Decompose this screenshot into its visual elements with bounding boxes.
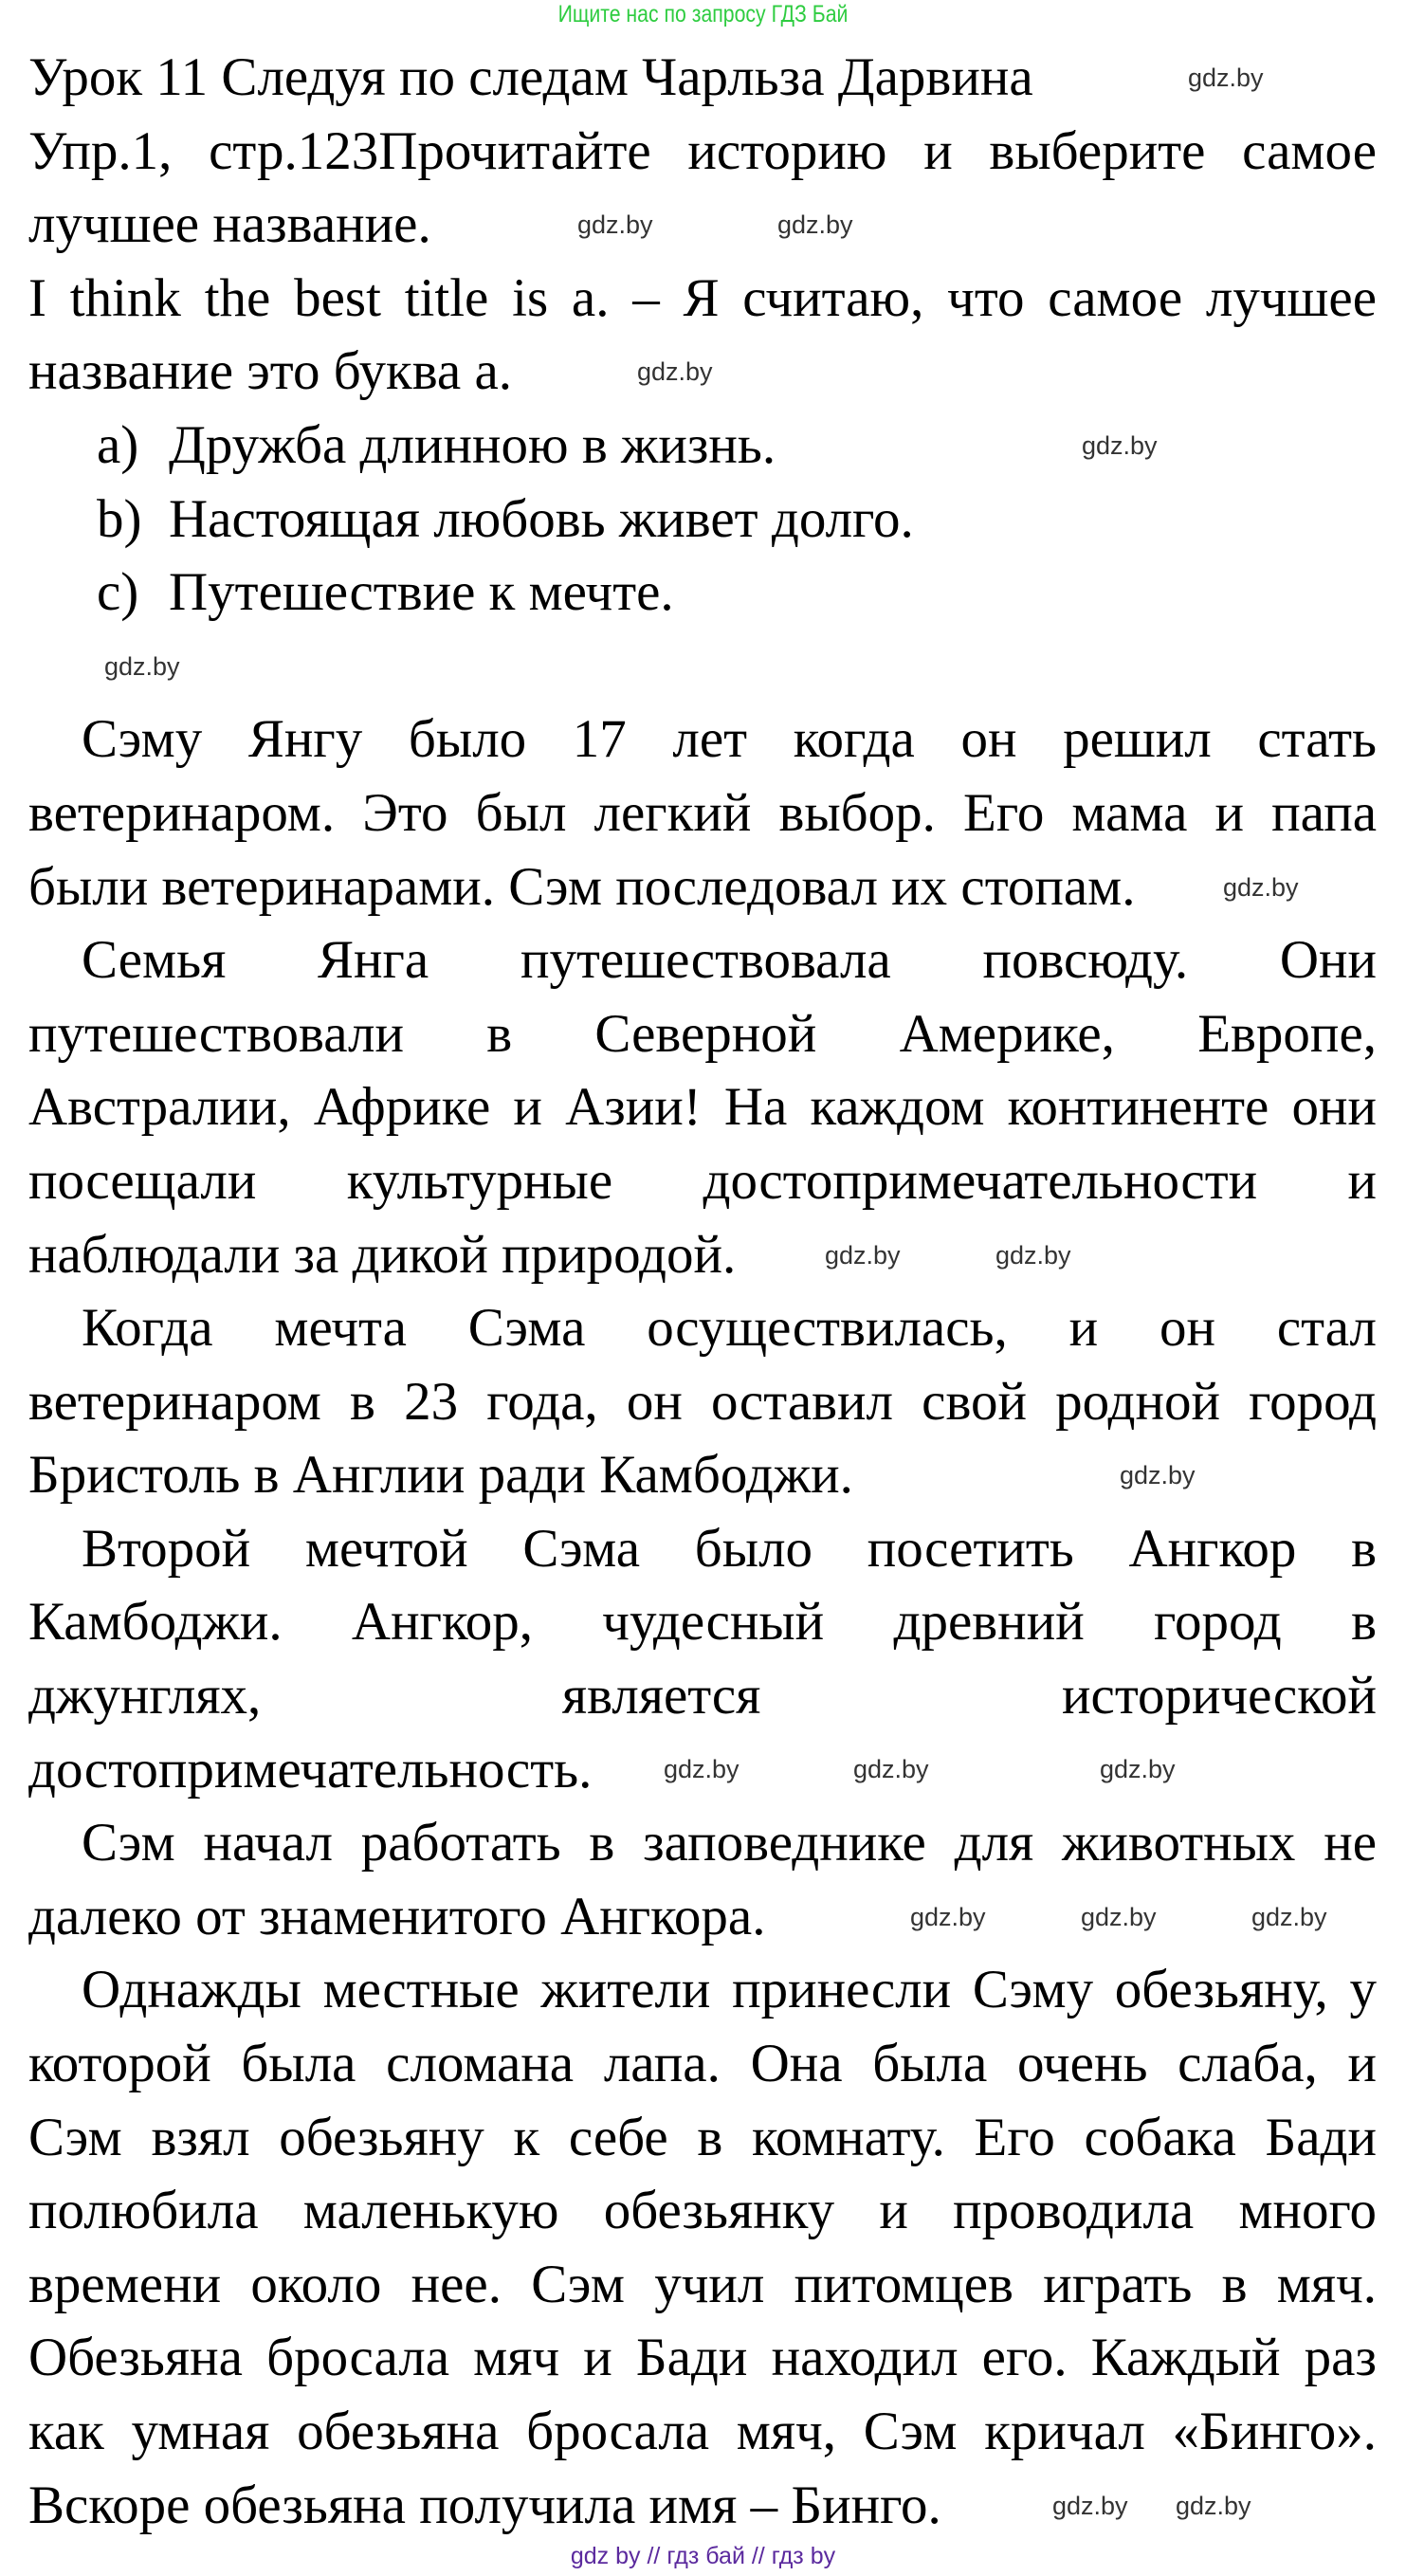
task-line: Упр.1, стр.123Прочитайте историю и выберите самое bbox=[28, 120, 1377, 181]
watermark: gdz.by bbox=[1052, 2492, 1128, 2520]
watermark: gdz.by bbox=[1100, 1755, 1176, 1783]
option-text: Путешествие к мечте. bbox=[169, 562, 674, 623]
paragraph-line: Когда мечта Сэма осуществилась, и он стал bbox=[82, 1298, 1377, 1359]
watermark: gdz.by bbox=[577, 210, 653, 239]
paragraph-line: которой была сломана лапа. Она была очень слаба, и bbox=[28, 2034, 1377, 2094]
paragraph-line: Камбоджи. Ангкор, чудесный древний город в bbox=[28, 1592, 1377, 1653]
option-text: Дружба длинною в жизнь. bbox=[169, 414, 776, 475]
top-banner-link[interactable]: Ищите нас по запросу ГДЗ Бай bbox=[557, 1, 849, 27]
paragraph-line: Австралии, Африке и Азии! На каждом континенте они bbox=[28, 1077, 1377, 1138]
watermark: gdz.by bbox=[1188, 64, 1264, 92]
paragraph-line: джунглях, является исторической bbox=[28, 1666, 1377, 1726]
footer-links[interactable]: gdz by // гдз бай // гдз by bbox=[570, 2543, 836, 2569]
paragraph-line: Бристоль в Англии ради Камбоджи. bbox=[28, 1445, 853, 1506]
watermark: gdz.by bbox=[1251, 1903, 1327, 1931]
watermark: gdz.by bbox=[1223, 873, 1299, 902]
watermark: gdz.by bbox=[1082, 431, 1158, 460]
paragraph-line: Второй мечтой Сэма было посетить Ангкор в bbox=[82, 1518, 1377, 1579]
paragraph-line: путешествовали в Северной Америке, Европе, bbox=[28, 1003, 1377, 1064]
task-line: лучшее название. bbox=[28, 194, 431, 255]
watermark: gdz.by bbox=[853, 1755, 929, 1783]
watermark: gdz.by bbox=[1176, 2492, 1251, 2520]
lesson-title: Урок 11 Следуя по следам Чарльза Дарвина bbox=[28, 47, 1033, 107]
answer-line: I think the best title is a. – Я считаю, что самое лучшее bbox=[28, 267, 1377, 328]
paragraph-line: времени около нее. Сэм учил питомцев играть в мяч. bbox=[28, 2254, 1377, 2314]
paragraph-line: наблюдали за дикой природой. bbox=[28, 1224, 737, 1285]
watermark: gdz.by bbox=[637, 357, 713, 386]
option-marker: c) bbox=[97, 562, 139, 623]
paragraph-line: Сэму Янгу было 17 лет когда он решил стать bbox=[82, 709, 1377, 770]
paragraph-line: ветеринаром в 23 года, он оставил свой родной город bbox=[28, 1371, 1377, 1432]
paragraph-line: Сэм взял обезьяну к себе в комнату. Его собака Бади bbox=[28, 2107, 1377, 2167]
watermark: gdz.by bbox=[995, 1241, 1071, 1270]
paragraph-line: посещали культурные достопримечательности и bbox=[28, 1150, 1377, 1211]
watermark: gdz.by bbox=[104, 652, 180, 681]
paragraph-line: Семья Янга путешествовала повсюду. Они bbox=[82, 930, 1377, 991]
answer-line: название это буква а. bbox=[28, 341, 512, 402]
watermark: gdz.by bbox=[777, 210, 853, 239]
paragraph-line: как умная обезьяна бросала мяч, Сэм кричал «Бинго». bbox=[28, 2402, 1377, 2461]
watermark: gdz.by bbox=[1120, 1461, 1196, 1489]
paragraph-line: Вскоре обезьяна получила имя – Бинго. bbox=[28, 2475, 941, 2535]
paragraph-line: полюбила маленькую обезьянку и проводила много bbox=[28, 2181, 1377, 2241]
option-marker: b) bbox=[97, 488, 142, 549]
watermark: gdz.by bbox=[664, 1755, 740, 1783]
title-option bbox=[28, 483, 1377, 557]
title-option bbox=[28, 556, 1377, 630]
paragraph-line: далеко от знаменитого Ангкора. bbox=[28, 1886, 766, 1946]
paragraph-line: Обезьяна бросала мяч и Бади находил его. Каждый раз bbox=[28, 2328, 1377, 2388]
paragraph-line: ветеринаром. Это был легкий выбор. Его мама и папа bbox=[28, 782, 1377, 843]
paragraph-line: Однажды местные жители принесли Сэму обезьяну, у bbox=[82, 1960, 1377, 2020]
option-text: Настоящая любовь живет долго. bbox=[169, 488, 914, 549]
paragraph-line: достопримечательность. bbox=[28, 1739, 593, 1800]
watermark: gdz.by bbox=[1081, 1903, 1157, 1931]
watermark: gdz.by bbox=[825, 1241, 901, 1270]
document-body bbox=[28, 41, 1377, 2542]
option-marker: a) bbox=[97, 414, 139, 475]
watermark: gdz.by bbox=[910, 1903, 986, 1931]
spacer bbox=[28, 630, 1377, 703]
paragraph-line: были ветеринарами. Сэм последовал их стопам. bbox=[28, 856, 1136, 917]
title-option bbox=[28, 409, 1377, 483]
paragraph-line: Сэм начал работать в заповеднике для животных не bbox=[82, 1813, 1377, 1873]
